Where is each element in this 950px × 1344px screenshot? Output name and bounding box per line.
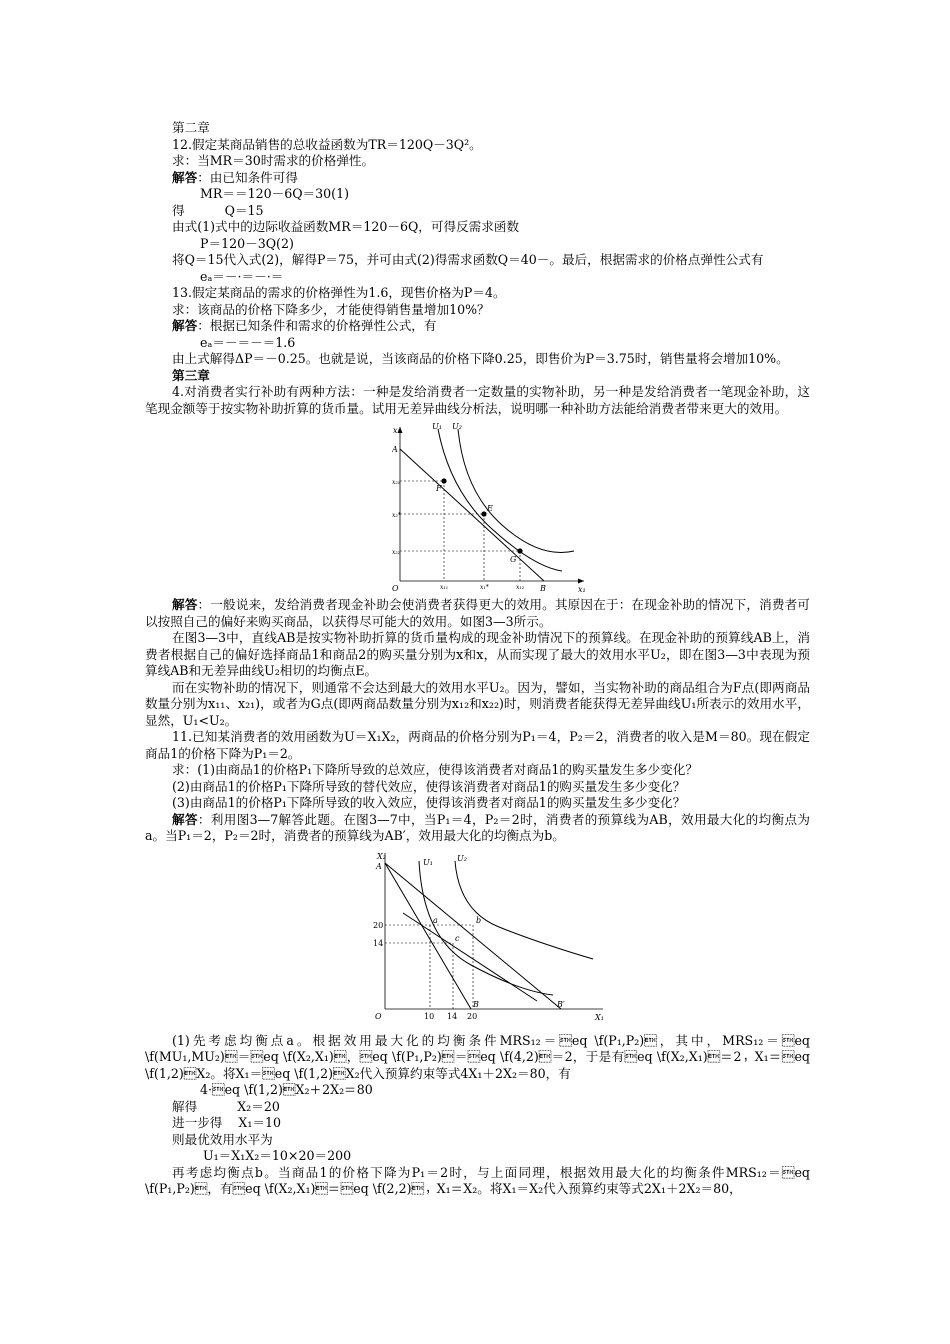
tick-x20: 20 bbox=[467, 1011, 478, 1021]
label-u2: U₂ bbox=[457, 853, 467, 863]
chapter-3-heading: 第三章 bbox=[172, 367, 210, 383]
point-g bbox=[517, 548, 522, 553]
label-u1: U₁ bbox=[432, 422, 442, 431]
q12-ask: 求：当MR＝30时需求的价格弹性。 bbox=[172, 153, 375, 168]
answer-label: 解答 bbox=[172, 811, 198, 827]
label-f: F bbox=[436, 484, 442, 493]
chapter-2-heading: 第二章 bbox=[172, 120, 210, 135]
label-a: A bbox=[376, 861, 382, 871]
tick-x1s: x₁* bbox=[480, 584, 489, 591]
paragraph: 由上式解得ΔP＝－0.25。也就是说，当该商品的价格下降0.25，即售价为P＝3.75时，销售量将会增加10%。 bbox=[172, 351, 789, 366]
indifference-curve-diagram bbox=[392, 421, 592, 593]
label-u1: U₁ bbox=[423, 857, 433, 867]
paragraph: (1)先考虑均衡点a。根据效用最大化的均衡条件MRS₁₂＝eq \f(P₁,P₂)，其中，MRS₁₂＝eq \f(MU₁,MU₂)＝eq \f(X₂,X₁)，eq \f(P₁,P₂)＝eq \f(4,2)＝2，于是有eq \f(X₂,X₁)＝2，X₁＝eq \f(1,2)X₂。将X₁＝eq \f(1,2)X₂代入预算约束等式4X₁＋2X₂＝80，有 bbox=[145, 1032, 810, 1081]
tick-x11: x₁₁ bbox=[440, 584, 449, 591]
tick-y14: 14 bbox=[373, 938, 384, 948]
y-axis-label: X₂ bbox=[377, 851, 386, 861]
result-x1: 进一步得 X₁＝10 bbox=[172, 1115, 282, 1130]
tick-x12: x₁₂ bbox=[516, 584, 525, 591]
y-axis-label: x₂ bbox=[393, 426, 401, 435]
equation-mr: MR＝＝120－6Q＝30(1) bbox=[200, 186, 349, 201]
label-u2: U₂ bbox=[452, 422, 462, 431]
q13-answer bbox=[145, 318, 810, 335]
answer-text: ：根据已知条件和需求的价格弹性公式，有 bbox=[197, 318, 437, 333]
q4-answer bbox=[145, 597, 810, 630]
x-axis-label: x₁ bbox=[578, 585, 586, 593]
q13-ask: 求：该商品的价格下降多少，才能使得销售量增加10%？ bbox=[172, 301, 490, 317]
q12-answer bbox=[145, 170, 810, 187]
tick-x21: x₂₁ bbox=[392, 479, 401, 486]
figure-3-3 bbox=[392, 421, 592, 593]
answer-label: 解答 bbox=[172, 318, 198, 333]
answer-text: ：由已知条件可得 bbox=[197, 169, 298, 185]
equation-u1: U₁＝X₁X₂＝10×20＝200 bbox=[203, 1148, 352, 1163]
compensated-budget-line bbox=[403, 913, 537, 1001]
curve-u1 bbox=[419, 861, 553, 995]
budget-line-ab bbox=[400, 449, 544, 581]
result-x2: 解得 X₂＝20 bbox=[172, 1098, 280, 1114]
tick-x14: 14 bbox=[447, 1011, 458, 1021]
paragraph: 则最优效用水平为 bbox=[172, 1131, 273, 1147]
label-point-c: c bbox=[455, 933, 460, 943]
q13-statement: 13.假定某商品的需求的价格弹性为1.6，现售价格为P＝4。 bbox=[172, 285, 506, 300]
paragraph: 再考虑均衡点b。当商品1的价格下降为P₁＝2时，与上面同理，根据效用最大化的均衡条件MRS₁₂＝eq \f(P₁,P₂)，有eq \f(X₂,X₁)＝eq \f(2,2)，X₁＝X₂。将X₁＝X₂代入预算约束等式2X₁＋2X₂＝80， bbox=[145, 1164, 810, 1196]
budget-line-abp bbox=[385, 863, 561, 1009]
curve-u2 bbox=[455, 861, 593, 959]
label-a: A bbox=[392, 445, 398, 454]
q11-ask-1: 求：(1)由商品1的价格P₁下降所导致的总效应，使得该消费者对商品1的购买量发生多少变化？ bbox=[172, 762, 698, 777]
label-b: B bbox=[540, 584, 546, 593]
paragraph: 由式(1)式中的边际收益函数MR＝120－6Q，可得反需求函数 bbox=[172, 219, 520, 234]
curve-u2 bbox=[458, 429, 574, 553]
tick-y20: 20 bbox=[373, 920, 384, 930]
label-b: B bbox=[473, 999, 479, 1009]
q4-statement: 4.对消费者实行补助有两种方法：一种是发给消费者一定数量的实物补助，另一种是发给消费者一笔现金补助，这笔现金额等于按实物补助折算的货币量。试用无差异曲线分析法，说明哪一种补助方法能给消费者带来更大的效用。 bbox=[145, 384, 810, 416]
q11-ask-2: (2)由商品1的价格P₁下降所导致的替代效应，使得该消费者对商品1的购买量发生多少变化？ bbox=[172, 778, 686, 794]
price-effect-diagram bbox=[373, 849, 605, 1029]
label-point-b: b bbox=[476, 915, 482, 925]
answer-label: 解答 bbox=[172, 169, 198, 185]
x-axis-arrow bbox=[578, 579, 584, 584]
figure-3-7 bbox=[373, 849, 605, 1029]
label-g: G bbox=[510, 555, 517, 564]
tick-x22: x₂₂ bbox=[392, 549, 401, 556]
origin-label: O bbox=[392, 584, 399, 593]
q12-statement: 12.假定某商品销售的总收益函数为TR＝120Q－3Q²。 bbox=[172, 136, 482, 152]
answer-text: ：利用图3—7解答此题。在图3—7中，当P₁＝4，P₂＝2时，消费者的预算线为AB，效用最大化的均衡点为a。当P₁＝2，P₂＝2时，消费者的预算线为AB′，效用最大化的均衡点为b。 bbox=[145, 811, 810, 843]
point-f bbox=[441, 478, 446, 483]
tick-x2s: x₂* bbox=[392, 512, 401, 519]
equation-ed2: eₐ＝－＝－＝1.6 bbox=[200, 334, 296, 350]
q11-statement: 11.已知某消费者的效用函数为U＝X₁X₂，两商品的价格分别为P₁＝4，P₂＝2，消费者的收入是M＝80。现在假定商品1的价格下降为P₁＝2。 bbox=[145, 729, 810, 761]
label-bp: B′ bbox=[557, 999, 565, 1009]
paragraph: 将Q＝15代入式(2)，解得P＝75，并可由式(2)得需求函数Q＝40－。最后，根据需求的价格点弹性公式有 bbox=[172, 252, 764, 267]
paragraph: 在图3—3中，直线AB是按实物补助折算的货币量构成的现金补助情况下的预算线。在现金补助的预算线AB上，消费者根据自己的偏好选择商品1和商品2的购买量分别为x和x，从而实现了最大的效用水平U₂，即在图3—3中表现为预算线AB和无差异曲线U₂相切的均衡点E。 bbox=[145, 630, 810, 678]
point-e bbox=[481, 511, 486, 516]
label-point-a: a bbox=[433, 915, 438, 925]
origin-label: O bbox=[375, 1011, 382, 1021]
x-axis-label: X₁ bbox=[595, 1012, 604, 1022]
equation-budget-a: 4·eq \f(1,2)X₂＋2X₂＝80 bbox=[200, 1082, 373, 1097]
tick-x10: 10 bbox=[424, 1011, 435, 1021]
result-q: 得 Q＝15 bbox=[172, 202, 264, 218]
answer-text: ：一般说来，发给消费者现金补助会使消费者获得更大的效用。其原因在于：在现金补助的情况下，消费者可以按照自己的偏好来购买商品，以获得尽可能大的效用。如图3—3所示。 bbox=[145, 597, 811, 629]
label-e: E bbox=[487, 504, 493, 513]
q11-answer bbox=[145, 812, 810, 845]
answer-label: 解答 bbox=[172, 597, 198, 612]
equation-ed: eₐ＝－·＝－·＝ bbox=[200, 268, 284, 284]
paragraph: 而在实物补助的情况下，则通常不会达到最大的效用水平U₂。因为，譬如，当实物补助的商品组合为F点(即两商品数量分别为x₁₁、x₂₁)，或者为G点(即两商品数量分别为x₁₂和x₂₂)时，则消费者能获得无差异曲线U₁所表示的效用水平，显然，U₁<U₂。 bbox=[145, 679, 810, 728]
q11-ask-3: (3)由商品1的价格P₁下降所导致的收入效应，使得该消费者对商品1的购买量发生多少变化？ bbox=[172, 795, 686, 810]
document-page bbox=[145, 120, 810, 1198]
equation-p: P＝120－3Q(2) bbox=[200, 235, 294, 251]
